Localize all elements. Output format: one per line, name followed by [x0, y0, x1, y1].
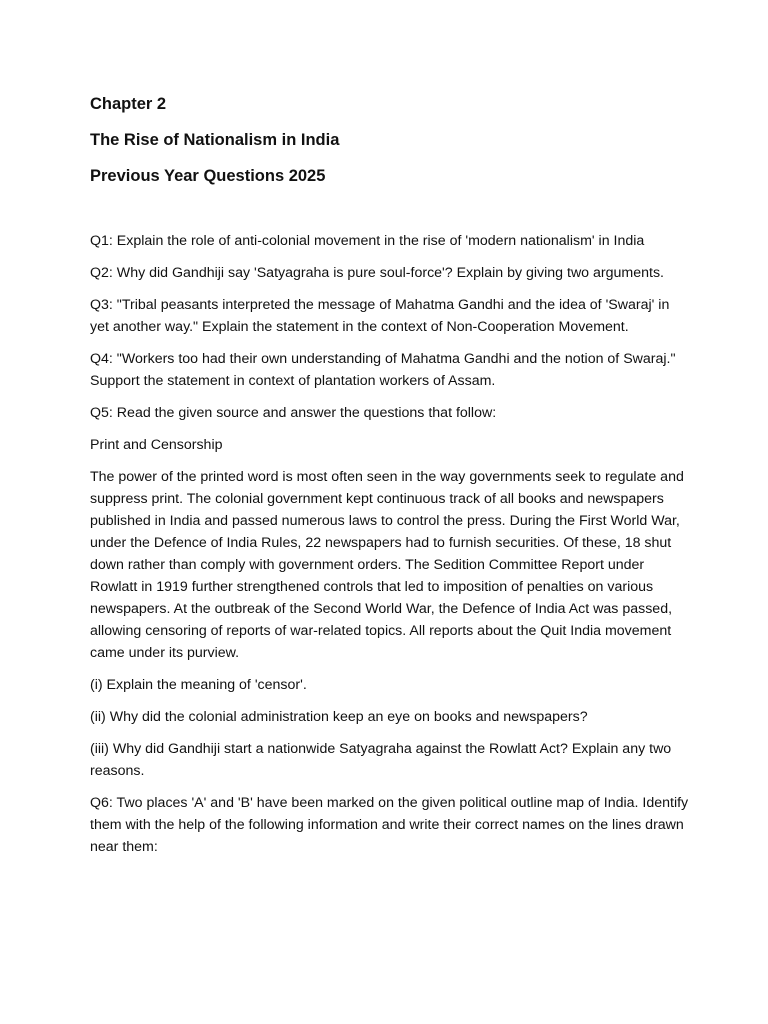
document-page — [90, 92, 690, 868]
source-title: Print and Censorship — [90, 437, 223, 453]
spacer — [90, 200, 690, 230]
chapter-title: The Rise of Nationalism in India — [90, 131, 340, 149]
question-5-part-iii: (iii) Why did Gandhiji start a nationwide Satyagraha against the Rowlatt Act? Explain any two reasons. — [90, 741, 672, 779]
question-5-part-ii: (ii) Why did the colonial administration keep an eye on books and newspapers? — [90, 709, 588, 725]
document-subtitle: Previous Year Questions 2025 — [90, 167, 326, 185]
question-3: Q3: "Tribal peasants interpreted the message of Mahatma Gandhi and the idea of 'Swaraj' in yet another way." Explain the statement in the context of Non-Cooperation Movement. — [90, 297, 670, 335]
source-passage: The power of the printed word is most often seen in the way governments seek to regulate and suppress print. The colonial government kept continuous track of all books and newspapers published in India and passed numerous laws to control the press. During the First World War, under the Defence of India Rules, 22 newspapers had to furnish securities. Of these, 18 shut down rather than comply with government orders. The Sedition Committee Report under Rowlatt in 1919 further strengthened controls that led to imposition of penalties on various newspapers. At the outbreak of the Second World War, the Defence of India Act was passed, allowing censoring of reports of war-related topics. All reports about the Quit India movement came under its purview. — [90, 469, 684, 661]
question-5-part-i: (i) Explain the meaning of 'censor'. — [90, 677, 307, 693]
question-5: Q5: Read the given source and answer the questions that follow: — [90, 405, 497, 421]
chapter-heading: Chapter 2 — [90, 95, 167, 113]
question-1: Q1: Explain the role of anti-colonial movement in the rise of 'modern nationalism' in India — [90, 233, 645, 249]
question-2: Q2: Why did Gandhiji say 'Satyagraha is pure soul-force'? Explain by giving two arguments. — [90, 265, 664, 281]
question-4: Q4: "Workers too had their own understanding of Mahatma Gandhi and the notion of Swaraj." Support the statement in context of plantation workers of Assam. — [90, 351, 676, 389]
question-6: Q6: Two places 'A' and 'B' have been marked on the given political outline map of India. Identify them with the help of the following information and write their correct names on the lines drawn near them: — [90, 795, 689, 855]
